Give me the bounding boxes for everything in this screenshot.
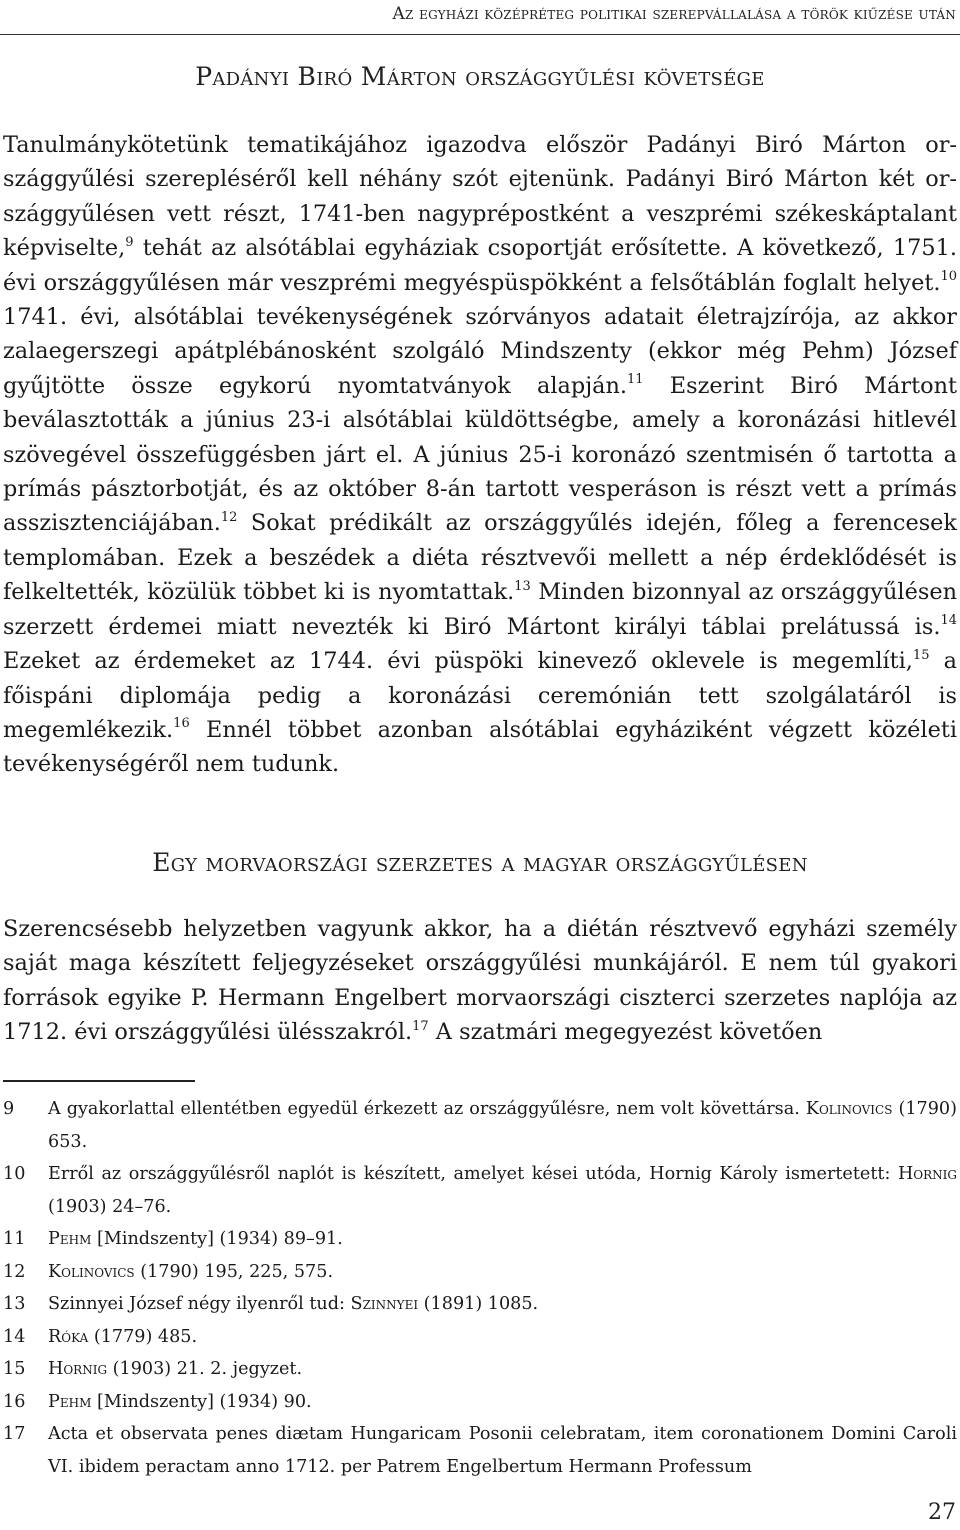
- body-paragraph: [3, 128, 957, 782]
- footnote: [3, 1418, 957, 1483]
- author-name: Hornig: [897, 1164, 957, 1184]
- text-run: (1790) 653.: [48, 1099, 957, 1152]
- footnote-text: [48, 1386, 957, 1419]
- running-header: Az egyházi középréteg politikai szerepvállalása a török kiűzése után: [392, 4, 956, 24]
- header-rule: [0, 34, 960, 35]
- text-run: (1779) 485.: [88, 1326, 198, 1347]
- author-name: Kolinovics: [48, 1261, 135, 1282]
- text-run: Acta et observata penes diætam Hungaricam Posonii celebratam, item coronationem Domini Caroli VI. ibidem peractam anno 1712. per Patrem Engelbertum Hermann Professum: [48, 1424, 957, 1477]
- footnote-ref-9[interactable]: 9: [125, 234, 134, 250]
- footnote-ref-10[interactable]: 10: [940, 269, 957, 285]
- author-name: Kolinovics: [805, 1099, 893, 1119]
- footnotes: [3, 1093, 957, 1483]
- footnote-text: [48, 1256, 957, 1289]
- footnote-number: 14: [3, 1326, 26, 1347]
- text-run: Szinnyei József négy ilyenről tud:: [48, 1294, 351, 1314]
- text-run: [Mindszenty] (1934) 89–91.: [91, 1229, 343, 1249]
- footnote: [3, 1158, 957, 1223]
- footnote-number: 9: [3, 1099, 15, 1119]
- footnote-ref-13[interactable]: 13: [514, 578, 531, 594]
- footnote-text: [48, 1418, 957, 1483]
- footnote-ref-12[interactable]: 12: [220, 510, 238, 525]
- footnote-number: 12: [3, 1261, 26, 1282]
- text-run: tehát az alsótáblai egyháziak csoportját erősítette. A következő, 1751. évi országgyűlésen már veszprémi megyéspüspökként a felsőtáblán foglalt helyet.: [3, 235, 957, 296]
- text-run: Sokat prédikált az országgyűlés idején, főleg a ferencesek templomában. Ezek a beszédek a diéta résztvevői mellett a nép érdeklődését is felkeltették, közülük többet ki is nyomtattak.: [3, 510, 957, 606]
- footnote-rule: [3, 1080, 195, 1082]
- section-title: Padányi Biró Márton országgyűlési követsége: [195, 62, 765, 91]
- text-run: a főispáni diplomája pedig a koronázási ceremónián tett szolgálatáról is megemlékezik.: [3, 648, 957, 743]
- body-paragraph: [3, 912, 957, 1050]
- footnote-ref-16[interactable]: 16: [173, 716, 190, 732]
- text-run: Ennél többet azonban alsótáblai egyháziként végzett közéleti tevékenységéről nem tudunk.: [3, 716, 957, 778]
- text-run: (1903) 21. 2. jegyzet.: [107, 1359, 303, 1379]
- text-run: 1741. évi, alsótáblai tevékenységének szórványos adatait életrajzírója, az akkor zalaegerszegi apátplébánosként szolgáló Mindszenty (ekkor még Pehm) József gyűjtötte össze egykorú nyomtatványok alapján.: [3, 304, 957, 399]
- text-run: Ezeket az érdemeket az 1744. évi püspöki kinevező oklevele is megemlíti,: [3, 648, 913, 675]
- footnote-text: [48, 1353, 957, 1386]
- footnote: [3, 1093, 957, 1158]
- author-name: Pehm: [48, 1391, 92, 1412]
- author-name: Hornig: [48, 1359, 108, 1379]
- author-name: Róka: [48, 1326, 89, 1347]
- footnote-number: 15: [3, 1359, 26, 1379]
- footnote: [3, 1353, 957, 1386]
- text-run: (1903) 24–76.: [48, 1196, 172, 1217]
- text-run: Tanulmánykötetünk tematikájához igazodva először Padányi Biró Márton országgyűlési szerepléséről kell néhány szót ejtenünk. Padányi Biró Márton két országgyűlésen vett részt, 1741-ben nagyprépostként a veszprémi székeskáptalant képviselte,: [3, 132, 957, 262]
- footnote-number: 17: [3, 1424, 26, 1444]
- author-name: Szinnyei: [350, 1294, 419, 1314]
- footnote-ref-17[interactable]: 17: [412, 1018, 429, 1034]
- text-run: [Mindszenty] (1934) 90.: [91, 1391, 312, 1412]
- text-run: A gyakorlattal ellentétben egyedül érkezett az országgyűlésre, nem volt követtársa.: [48, 1099, 806, 1119]
- footnote-text: [48, 1321, 957, 1354]
- section-title: Egy morvaországi szerzetes a magyar országgyűlésen: [152, 848, 808, 877]
- text-run: Minden bizonnyal az országgyűlésen szerzett érdemei miatt nevezték ki Biró Mártont királyi táblai prelátussá is.: [3, 579, 957, 640]
- footnote: [3, 1386, 957, 1419]
- footnote-number: 13: [3, 1294, 26, 1314]
- footnote-number: 10: [3, 1164, 26, 1184]
- author-name: Pehm: [48, 1229, 92, 1249]
- footnote: [3, 1223, 957, 1256]
- footnote: [3, 1321, 957, 1354]
- footnote-text: [48, 1223, 957, 1256]
- footnote-number: 16: [3, 1391, 26, 1412]
- text-run: Szerencsésebb helyzetben vagyunk akkor, ha a diétán résztvevő egyházi személy saját maga készített feljegyzéseket országgyűlési munkájáról. E nem túl gyakori források egyike P. Hermann Engelbert morvaországi ciszterci szerzetes naplója az 1712. évi országgyűlési ülésszakról.: [3, 916, 957, 1046]
- footnote: [3, 1288, 957, 1321]
- footnote-ref-11[interactable]: 11: [627, 372, 644, 388]
- footnote-text: [48, 1093, 957, 1158]
- footnote-ref-15[interactable]: 15: [912, 647, 930, 663]
- text-run: Erről az országgyűlésről naplót is készített, amelyet kései utóda, Hornig Károly ismertetett:: [48, 1164, 898, 1184]
- footnote-text: [48, 1158, 957, 1223]
- text-run: Eszerint Biró Mártont beválasztották a június 23-i alsótáblai küldöttségbe, amely a koronázási hitlevél szövegével összefüggésben járt el. A június 25-i koronázó szentmisén ő tartotta a prímás pásztorbotját, és az október 8-án tartott vesperáson is részt vett a prímás asszisztenciájában.: [3, 372, 957, 537]
- footnote-text: [48, 1288, 957, 1321]
- footnote-ref-14[interactable]: 14: [940, 613, 957, 629]
- footnote-number: 11: [3, 1229, 26, 1249]
- footnote: [3, 1256, 957, 1289]
- page-number: 27: [928, 1500, 956, 1525]
- text-run: (1891) 1085.: [418, 1294, 539, 1314]
- text-run: A szatmári megegyezést követően: [428, 1019, 823, 1046]
- text-run: (1790) 195, 225, 575.: [134, 1261, 334, 1282]
